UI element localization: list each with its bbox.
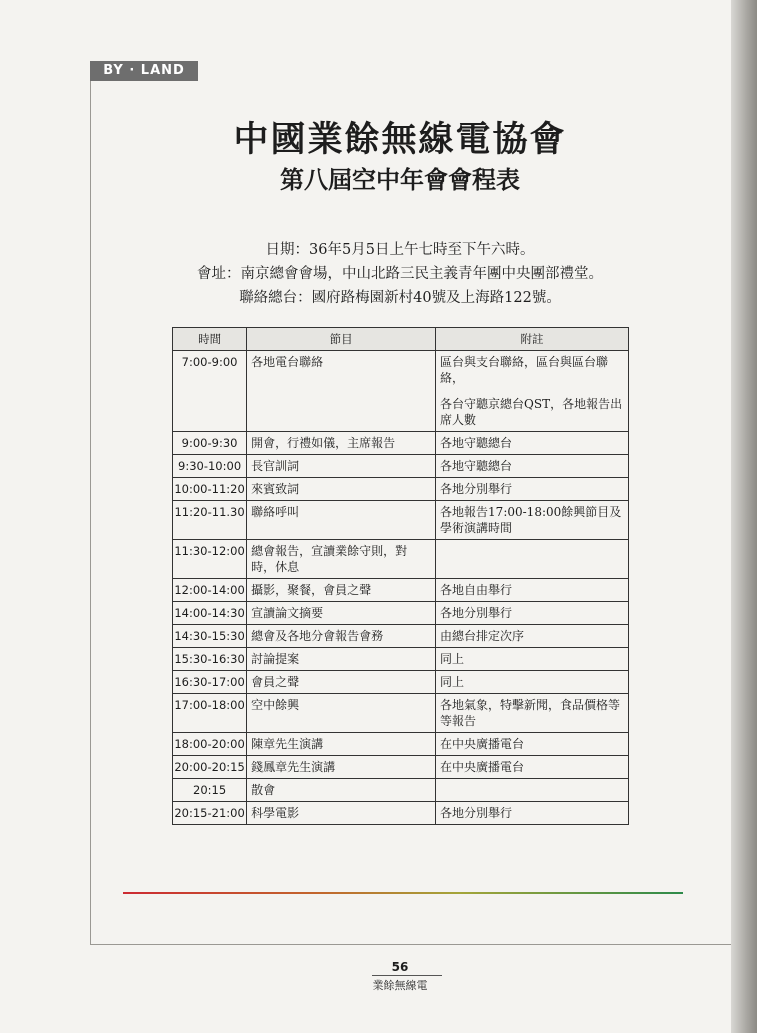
table-row <box>173 671 629 694</box>
time-cell: 20:00-20:15 <box>173 756 247 779</box>
item-cell: 陳章先生演講 <box>247 733 436 756</box>
item-cell: 宣讀論文摘要 <box>247 602 436 625</box>
note-cell: 各地分別舉行 <box>436 802 629 825</box>
note-cell: 各地氣象，特擊新聞，食品價格等等報告 <box>436 694 629 733</box>
table-row <box>173 779 629 802</box>
time-cell: 14:30-15:30 <box>173 625 247 648</box>
time-cell: 20:15 <box>173 779 247 802</box>
note-text-extra: 各台守聽京總台QST，各地報告出席人數 <box>440 397 623 427</box>
item-cell: 聯絡呼叫 <box>247 501 436 540</box>
page-subtitle: 第八屆空中年會會程表 <box>280 165 520 194</box>
item-cell: 來賓致詞 <box>247 478 436 501</box>
header-note: 附註 <box>436 328 629 351</box>
time-cell: 9:00-9:30 <box>173 432 247 455</box>
page-number: 56 <box>391 960 409 974</box>
note-cell <box>436 351 629 432</box>
time-cell: 16:30-17:00 <box>173 671 247 694</box>
time-cell: 15:30-16:30 <box>173 648 247 671</box>
table-row <box>173 648 629 671</box>
color-divider-rule <box>123 892 683 894</box>
time-cell: 17:00-18:00 <box>173 694 247 733</box>
table-row <box>173 540 629 579</box>
table-row <box>173 579 629 602</box>
note-cell: 各地守聽總台 <box>436 432 629 455</box>
table-row <box>173 478 629 501</box>
item-cell: 空中餘興 <box>247 694 436 733</box>
note-cell: 各地分別舉行 <box>436 602 629 625</box>
note-cell: 同上 <box>436 648 629 671</box>
table-header-row <box>173 328 629 351</box>
note-cell: 各地自由舉行 <box>436 579 629 602</box>
table-row <box>173 694 629 733</box>
table-row <box>173 756 629 779</box>
item-cell: 攝影，聚餐，會員之聲 <box>247 579 436 602</box>
note-cell <box>436 779 629 802</box>
info-venue: 會址：南京總會會場，中山北路三民主義青年團中央團部禮堂。 <box>197 266 603 282</box>
time-cell: 12:00-14:00 <box>173 579 247 602</box>
time-cell: 11:20-11.30 <box>173 501 247 540</box>
table-row <box>173 625 629 648</box>
item-cell: 會員之聲 <box>247 671 436 694</box>
magazine-name: 業餘無線電 <box>372 979 428 992</box>
time-cell: 7:00-9:00 <box>173 351 247 432</box>
time-cell: 18:00-20:00 <box>173 733 247 756</box>
header-time: 時間 <box>173 328 247 351</box>
note-cell: 在中央廣播電台 <box>436 733 629 756</box>
table-row <box>173 501 629 540</box>
note-cell: 在中央廣播電台 <box>436 756 629 779</box>
schedule-table <box>172 327 629 825</box>
note-cell: 同上 <box>436 671 629 694</box>
item-cell: 總會及各地分會報告會務 <box>247 625 436 648</box>
note-cell: 各地報告17:00-18:00餘興節目及學術演講時間 <box>436 501 629 540</box>
page-number-underline <box>372 975 442 976</box>
time-cell: 10:00-11:20 <box>173 478 247 501</box>
note-cell <box>436 540 629 579</box>
item-cell: 總會報告，宣讀業餘守則，對時，休息 <box>247 540 436 579</box>
info-date: 日期：36年5月5日上午七時至下午六時。 <box>265 242 535 258</box>
table-row <box>173 802 629 825</box>
table-row <box>173 432 629 455</box>
item-cell: 長官訓詞 <box>247 455 436 478</box>
table-row <box>173 602 629 625</box>
item-cell: 散會 <box>247 779 436 802</box>
item-cell: 各地電台聯絡 <box>247 351 436 432</box>
table-row <box>173 455 629 478</box>
note-cell: 各地分別舉行 <box>436 478 629 501</box>
info-contact: 聯絡總台：國府路梅園新村40號及上海路122號。 <box>239 290 561 306</box>
note-cell: 各地守聽總台 <box>436 455 629 478</box>
time-cell: 14:00-14:30 <box>173 602 247 625</box>
page-title: 中國業餘無線電協會 <box>233 119 567 160</box>
table-row <box>173 733 629 756</box>
time-cell: 11:30-12:00 <box>173 540 247 579</box>
item-cell: 科學電影 <box>247 802 436 825</box>
time-cell: 9:30-10:00 <box>173 455 247 478</box>
note-cell: 由總台排定次序 <box>436 625 629 648</box>
time-cell: 20:15-21:00 <box>173 802 247 825</box>
item-cell: 錢鳳章先生演講 <box>247 756 436 779</box>
section-tag: BY · LAND <box>90 61 198 81</box>
note-text: 區台與支台聯絡，區台與區台聯絡， <box>440 355 609 385</box>
table-row <box>173 351 629 432</box>
item-cell: 討論提案 <box>247 648 436 671</box>
header-item: 節目 <box>247 328 436 351</box>
item-cell: 開會，行禮如儀，主席報告 <box>247 432 436 455</box>
